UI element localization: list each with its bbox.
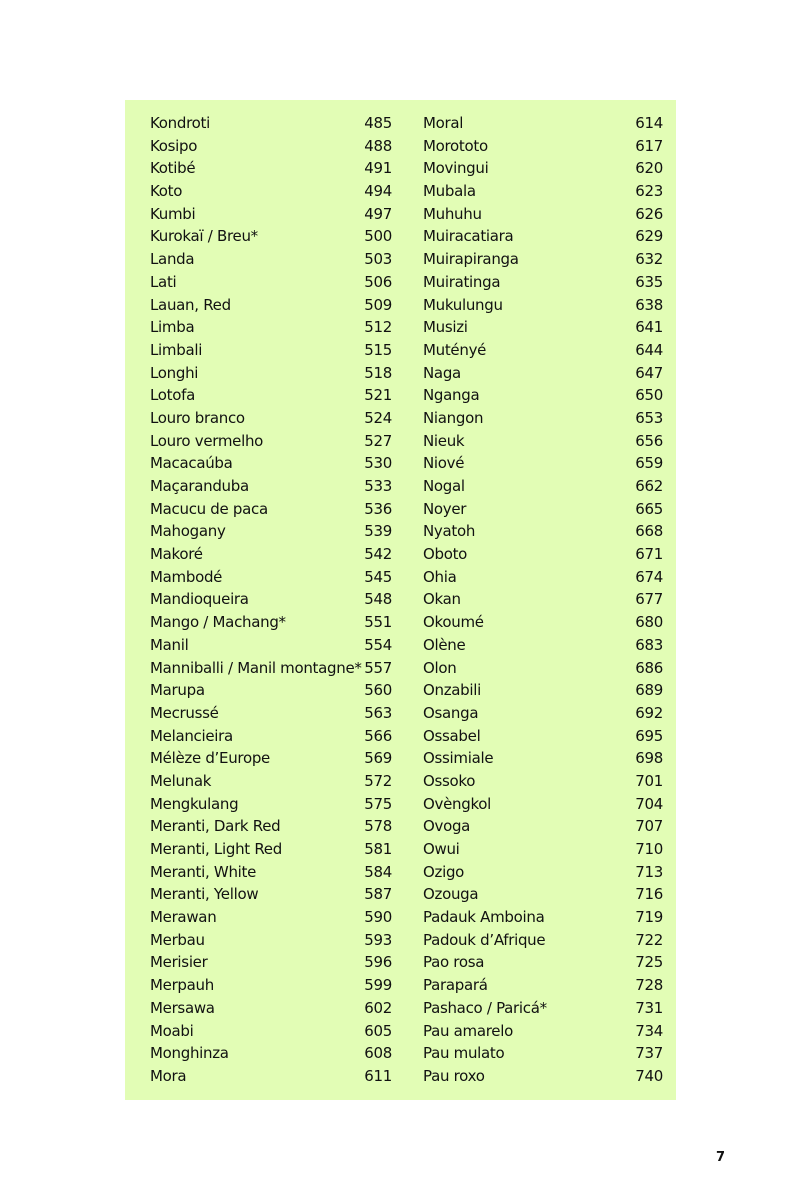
entry-page-number: 494 — [364, 182, 392, 201]
entry-page-number: 722 — [635, 930, 663, 949]
entry-page-number: 530 — [364, 454, 392, 473]
index-entry — [150, 679, 392, 702]
index-entry — [150, 1065, 392, 1088]
index-entry — [423, 430, 663, 453]
entry-page-number: 698 — [635, 749, 663, 768]
index-entry — [150, 566, 392, 589]
index-entry — [150, 520, 392, 543]
index-entry — [423, 452, 663, 475]
entry-page-number: 641 — [635, 318, 663, 337]
entry-page-number: 521 — [364, 386, 392, 405]
entry-name: Kumbi — [150, 204, 196, 223]
entry-page-number: 500 — [364, 227, 392, 246]
entry-page-number: 560 — [364, 681, 392, 700]
entry-page-number: 584 — [364, 862, 392, 881]
index-entry — [423, 747, 663, 770]
entry-name: Maçaranduba — [150, 477, 249, 495]
entry-name: Meranti, White — [150, 862, 257, 881]
entry-name: Merpauh — [150, 976, 214, 995]
index-entry — [150, 997, 392, 1020]
index-entry — [150, 225, 392, 248]
entry-name: Lauan, Red — [150, 295, 231, 314]
entry-name: Nganga — [423, 386, 480, 405]
entry-page-number: 692 — [635, 703, 663, 722]
index-entry — [150, 362, 392, 385]
entry-name: Mandioqueira — [150, 590, 249, 609]
index-entry — [423, 883, 663, 906]
index-entry — [423, 634, 663, 657]
entry-name: Mengkulang — [150, 794, 239, 813]
index-entry — [423, 906, 663, 929]
entry-page-number: 650 — [635, 386, 663, 405]
entry-name: Landa — [150, 250, 195, 269]
entry-name: Olène — [423, 635, 466, 654]
index-entry — [150, 475, 392, 498]
entry-page-number: 701 — [635, 771, 663, 790]
entry-name: Padauk Amboina — [423, 908, 545, 927]
entry-name: Louro branco — [150, 408, 245, 427]
index-entry — [150, 180, 392, 203]
index-entry — [150, 157, 392, 180]
entry-name: Kurokaï / Breu* — [150, 227, 258, 246]
index-entry — [150, 407, 392, 430]
index-entry — [150, 611, 392, 634]
entry-page-number: 680 — [635, 613, 663, 632]
index-entry — [150, 634, 392, 657]
entry-page-number: 653 — [635, 408, 663, 427]
entry-name: Ossimiale — [423, 749, 494, 768]
entry-name: Noyer — [423, 499, 467, 518]
entry-name: Ozouga — [423, 885, 479, 904]
entry-page-number: 542 — [364, 545, 392, 564]
entry-page-number: 623 — [635, 182, 663, 201]
entry-page-number: 506 — [364, 272, 392, 291]
index-entry — [150, 112, 392, 135]
index-entry — [423, 657, 663, 680]
index-entry — [423, 384, 663, 407]
entry-page-number: 704 — [635, 794, 663, 813]
index-entry — [150, 135, 392, 158]
index-column-left — [150, 112, 392, 1088]
entry-page-number: 620 — [635, 159, 663, 178]
entry-page-number: 485 — [364, 114, 392, 132]
entry-page-number: 590 — [364, 908, 392, 927]
entry-page-number: 497 — [364, 204, 392, 223]
entry-name: Parapará — [423, 976, 488, 995]
entry-name: Makoré — [150, 545, 203, 564]
entry-name: Olon — [423, 658, 457, 677]
index-entry — [423, 135, 663, 158]
entry-page-number: 602 — [364, 998, 392, 1017]
entry-page-number: 551 — [364, 613, 392, 632]
entry-page-number: 569 — [364, 749, 392, 768]
entry-page-number: 581 — [364, 840, 392, 858]
index-entry — [150, 452, 392, 475]
index-entry — [423, 838, 663, 861]
entry-page-number: 635 — [635, 272, 663, 291]
entry-name: Muhuhu — [423, 204, 482, 223]
entry-page-number: 713 — [635, 862, 663, 881]
entry-name: Kondroti — [150, 114, 210, 132]
entry-name: Naga — [423, 363, 461, 382]
entry-name: Meranti, Dark Red — [150, 817, 281, 836]
entry-name: Moabi — [150, 1021, 194, 1040]
index-entry — [150, 1042, 392, 1065]
entry-page-number: 737 — [635, 1044, 663, 1063]
index-entry — [150, 498, 392, 521]
entry-page-number: 608 — [364, 1044, 392, 1063]
entry-name: Limba — [150, 318, 195, 337]
entry-name: Okoumé — [423, 613, 484, 632]
entry-name: Louro vermelho — [150, 431, 264, 450]
entry-page-number: 593 — [364, 930, 392, 949]
index-entry — [423, 294, 663, 317]
entry-page-number: 728 — [635, 976, 663, 995]
index-entry — [150, 861, 392, 884]
entry-name: Meranti, Yellow — [150, 885, 259, 904]
entry-name: Mukulungu — [423, 295, 503, 314]
index-entry — [423, 702, 663, 725]
entry-page-number: 578 — [364, 817, 392, 836]
entry-page-number: 536 — [364, 499, 392, 518]
index-entry — [150, 203, 392, 226]
entry-page-number: 503 — [364, 250, 392, 269]
index-entry — [150, 838, 392, 861]
entry-name: Nyatoh — [423, 522, 476, 541]
entry-name: Niangon — [423, 408, 484, 427]
entry-name: Mango / Machang* — [150, 613, 286, 632]
entry-page-number: 656 — [635, 431, 663, 450]
entry-page-number: 638 — [635, 295, 663, 314]
index-entry — [150, 747, 392, 770]
index-entry — [423, 362, 663, 385]
entry-page-number: 587 — [364, 885, 392, 904]
entry-name: Ovoga — [423, 817, 471, 836]
entry-page-number: 734 — [635, 1021, 663, 1040]
entry-page-number: 683 — [635, 635, 663, 654]
index-entry — [150, 271, 392, 294]
index-entry — [150, 316, 392, 339]
entry-name: Ohia — [423, 567, 457, 586]
entry-page-number: 644 — [635, 340, 663, 359]
index-entry — [150, 883, 392, 906]
entry-name: Koto — [150, 182, 183, 201]
index-entry — [150, 657, 392, 680]
index-entry — [423, 770, 663, 793]
entry-page-number: 668 — [635, 522, 663, 541]
index-entry — [150, 248, 392, 271]
entry-page-number: 512 — [364, 318, 392, 337]
entry-page-number: 605 — [364, 1021, 392, 1040]
entry-name: Osanga — [423, 703, 479, 722]
entry-page-number: 707 — [635, 817, 663, 836]
index-entry — [423, 997, 663, 1020]
entry-name: Nogal — [423, 477, 465, 495]
entry-page-number: 614 — [635, 114, 663, 132]
entry-name: Mecrussé — [150, 703, 219, 722]
entry-name: Moral — [423, 114, 464, 132]
entry-name: Morototo — [423, 136, 488, 155]
index-entry — [423, 793, 663, 816]
entry-page-number: 671 — [635, 545, 663, 564]
index-entry — [423, 566, 663, 589]
entry-page-number: 719 — [635, 908, 663, 927]
entry-name: Owui — [423, 840, 460, 858]
index-entry — [150, 815, 392, 838]
entry-page-number: 554 — [364, 635, 392, 654]
index-entry — [150, 430, 392, 453]
entry-name: Meranti, Light Red — [150, 840, 282, 858]
entry-page-number: 731 — [635, 998, 663, 1017]
entry-page-number: 662 — [635, 477, 663, 495]
entry-page-number: 596 — [364, 953, 392, 972]
entry-name: Okan — [423, 590, 461, 609]
entry-name: Limbali — [150, 340, 203, 359]
index-entry — [150, 725, 392, 748]
index-entry — [423, 316, 663, 339]
index-entry — [150, 770, 392, 793]
entry-page-number: 509 — [364, 295, 392, 314]
index-column-right — [423, 112, 663, 1088]
entry-name: Muiracatiara — [423, 227, 514, 246]
entry-name: Pau mulato — [423, 1044, 505, 1063]
entry-page-number: 563 — [364, 703, 392, 722]
entry-name: Pashaco / Paricá* — [423, 998, 547, 1017]
index-entry — [423, 815, 663, 838]
entry-name: Mélèze d’Europe — [150, 749, 270, 768]
entry-page-number: 665 — [635, 499, 663, 518]
entry-page-number: 629 — [635, 227, 663, 246]
page-number: 7 — [715, 1150, 725, 1165]
entry-name: Nieuk — [423, 431, 465, 450]
entry-page-number: 566 — [364, 726, 392, 745]
entry-name: Ossabel — [423, 726, 481, 745]
index-entry — [423, 112, 663, 135]
entry-name: Muirapiranga — [423, 250, 519, 269]
index-entry — [150, 929, 392, 952]
entry-name: Kosipo — [150, 136, 198, 155]
entry-name: Movingui — [423, 159, 489, 178]
entry-name: Merisier — [150, 953, 208, 972]
entry-name: Ovèngkol — [423, 794, 492, 813]
entry-name: Pau amarelo — [423, 1021, 513, 1040]
entry-name: Onzabili — [423, 681, 482, 700]
entry-page-number: 599 — [364, 976, 392, 995]
entry-page-number: 539 — [364, 522, 392, 541]
index-entry — [423, 1042, 663, 1065]
entry-name: Merawan — [150, 908, 217, 927]
entry-name: Pau roxo — [423, 1066, 485, 1085]
entry-name: Ozigo — [423, 862, 465, 881]
index-entry — [423, 951, 663, 974]
entry-page-number: 710 — [635, 840, 663, 858]
entry-page-number: 515 — [364, 340, 392, 359]
index-entry — [423, 271, 663, 294]
index-entry — [150, 294, 392, 317]
index-entry — [150, 384, 392, 407]
entry-page-number: 527 — [364, 431, 392, 450]
index-entry — [150, 543, 392, 566]
entry-name: Macacaúba — [150, 454, 233, 473]
entry-page-number: 491 — [364, 159, 392, 178]
index-entry — [423, 725, 663, 748]
entry-name: Manniballi / Manil montagne* — [150, 658, 362, 677]
entry-page-number: 626 — [635, 204, 663, 223]
index-entry — [150, 588, 392, 611]
index-entry — [150, 1020, 392, 1043]
entry-name: Kotibé — [150, 159, 196, 178]
entry-name: Pao rosa — [423, 953, 485, 972]
entry-name: Niové — [423, 454, 465, 473]
entry-name: Melancieira — [150, 726, 233, 745]
index-entry — [423, 475, 663, 498]
entry-page-number: 533 — [364, 477, 392, 495]
index-entry — [150, 702, 392, 725]
index-entry — [423, 407, 663, 430]
entry-page-number: 617 — [635, 136, 663, 155]
entry-page-number: 632 — [635, 250, 663, 269]
index-entry — [423, 929, 663, 952]
entry-name: Muiratinga — [423, 272, 501, 291]
index-entry — [423, 543, 663, 566]
entry-name: Oboto — [423, 545, 468, 564]
entry-page-number: 740 — [635, 1066, 663, 1085]
entry-page-number: 674 — [635, 567, 663, 586]
entry-name: Mahogany — [150, 522, 226, 541]
entry-name: Monghinza — [150, 1044, 229, 1063]
index-panel — [125, 100, 676, 1100]
index-entry — [423, 520, 663, 543]
entry-name: Musizi — [423, 318, 468, 337]
entry-page-number: 659 — [635, 454, 663, 473]
index-entry — [423, 225, 663, 248]
index-entry — [423, 157, 663, 180]
entry-page-number: 695 — [635, 726, 663, 745]
entry-name: Merbau — [150, 930, 205, 949]
entry-name: Mutényé — [423, 340, 487, 359]
index-entry — [423, 611, 663, 634]
index-entry — [423, 203, 663, 226]
index-entry — [423, 180, 663, 203]
entry-page-number: 572 — [364, 771, 392, 790]
entry-name: Longhi — [150, 363, 199, 382]
entry-name: Mora — [150, 1066, 187, 1085]
entry-name: Lati — [150, 272, 177, 291]
entry-page-number: 575 — [364, 794, 392, 813]
index-entry — [423, 339, 663, 362]
entry-name: Macucu de paca — [150, 499, 268, 518]
entry-page-number: 716 — [635, 885, 663, 904]
entry-name: Mubala — [423, 182, 476, 201]
entry-name: Mambodé — [150, 567, 223, 586]
entry-page-number: 686 — [635, 658, 663, 677]
index-entry — [423, 1020, 663, 1043]
index-entry — [150, 793, 392, 816]
entry-page-number: 689 — [635, 681, 663, 700]
entry-name: Mersawa — [150, 998, 215, 1017]
index-entry — [423, 974, 663, 997]
entry-page-number: 545 — [364, 567, 392, 586]
entry-name: Lotofa — [150, 386, 196, 405]
entry-page-number: 557 — [364, 658, 392, 677]
entry-name: Marupa — [150, 681, 205, 700]
entry-page-number: 518 — [364, 363, 392, 382]
index-entry — [423, 1065, 663, 1088]
index-entry — [150, 951, 392, 974]
index-entry — [423, 498, 663, 521]
index-entry — [150, 906, 392, 929]
entry-page-number: 611 — [364, 1066, 392, 1085]
index-entry — [423, 248, 663, 271]
index-entry — [423, 679, 663, 702]
entry-page-number: 524 — [364, 408, 392, 427]
entry-page-number: 548 — [364, 590, 392, 609]
index-entry — [423, 588, 663, 611]
index-entry — [423, 861, 663, 884]
entry-name: Manil — [150, 635, 189, 654]
entry-name: Padouk d’Afrique — [423, 930, 546, 949]
entry-name: Melunak — [150, 771, 212, 790]
entry-page-number: 725 — [635, 953, 663, 972]
entry-name: Ossoko — [423, 771, 476, 790]
index-entry — [150, 974, 392, 997]
entry-page-number: 677 — [635, 590, 663, 609]
entry-page-number: 488 — [364, 136, 392, 155]
index-entry — [150, 339, 392, 362]
entry-page-number: 647 — [635, 363, 663, 382]
